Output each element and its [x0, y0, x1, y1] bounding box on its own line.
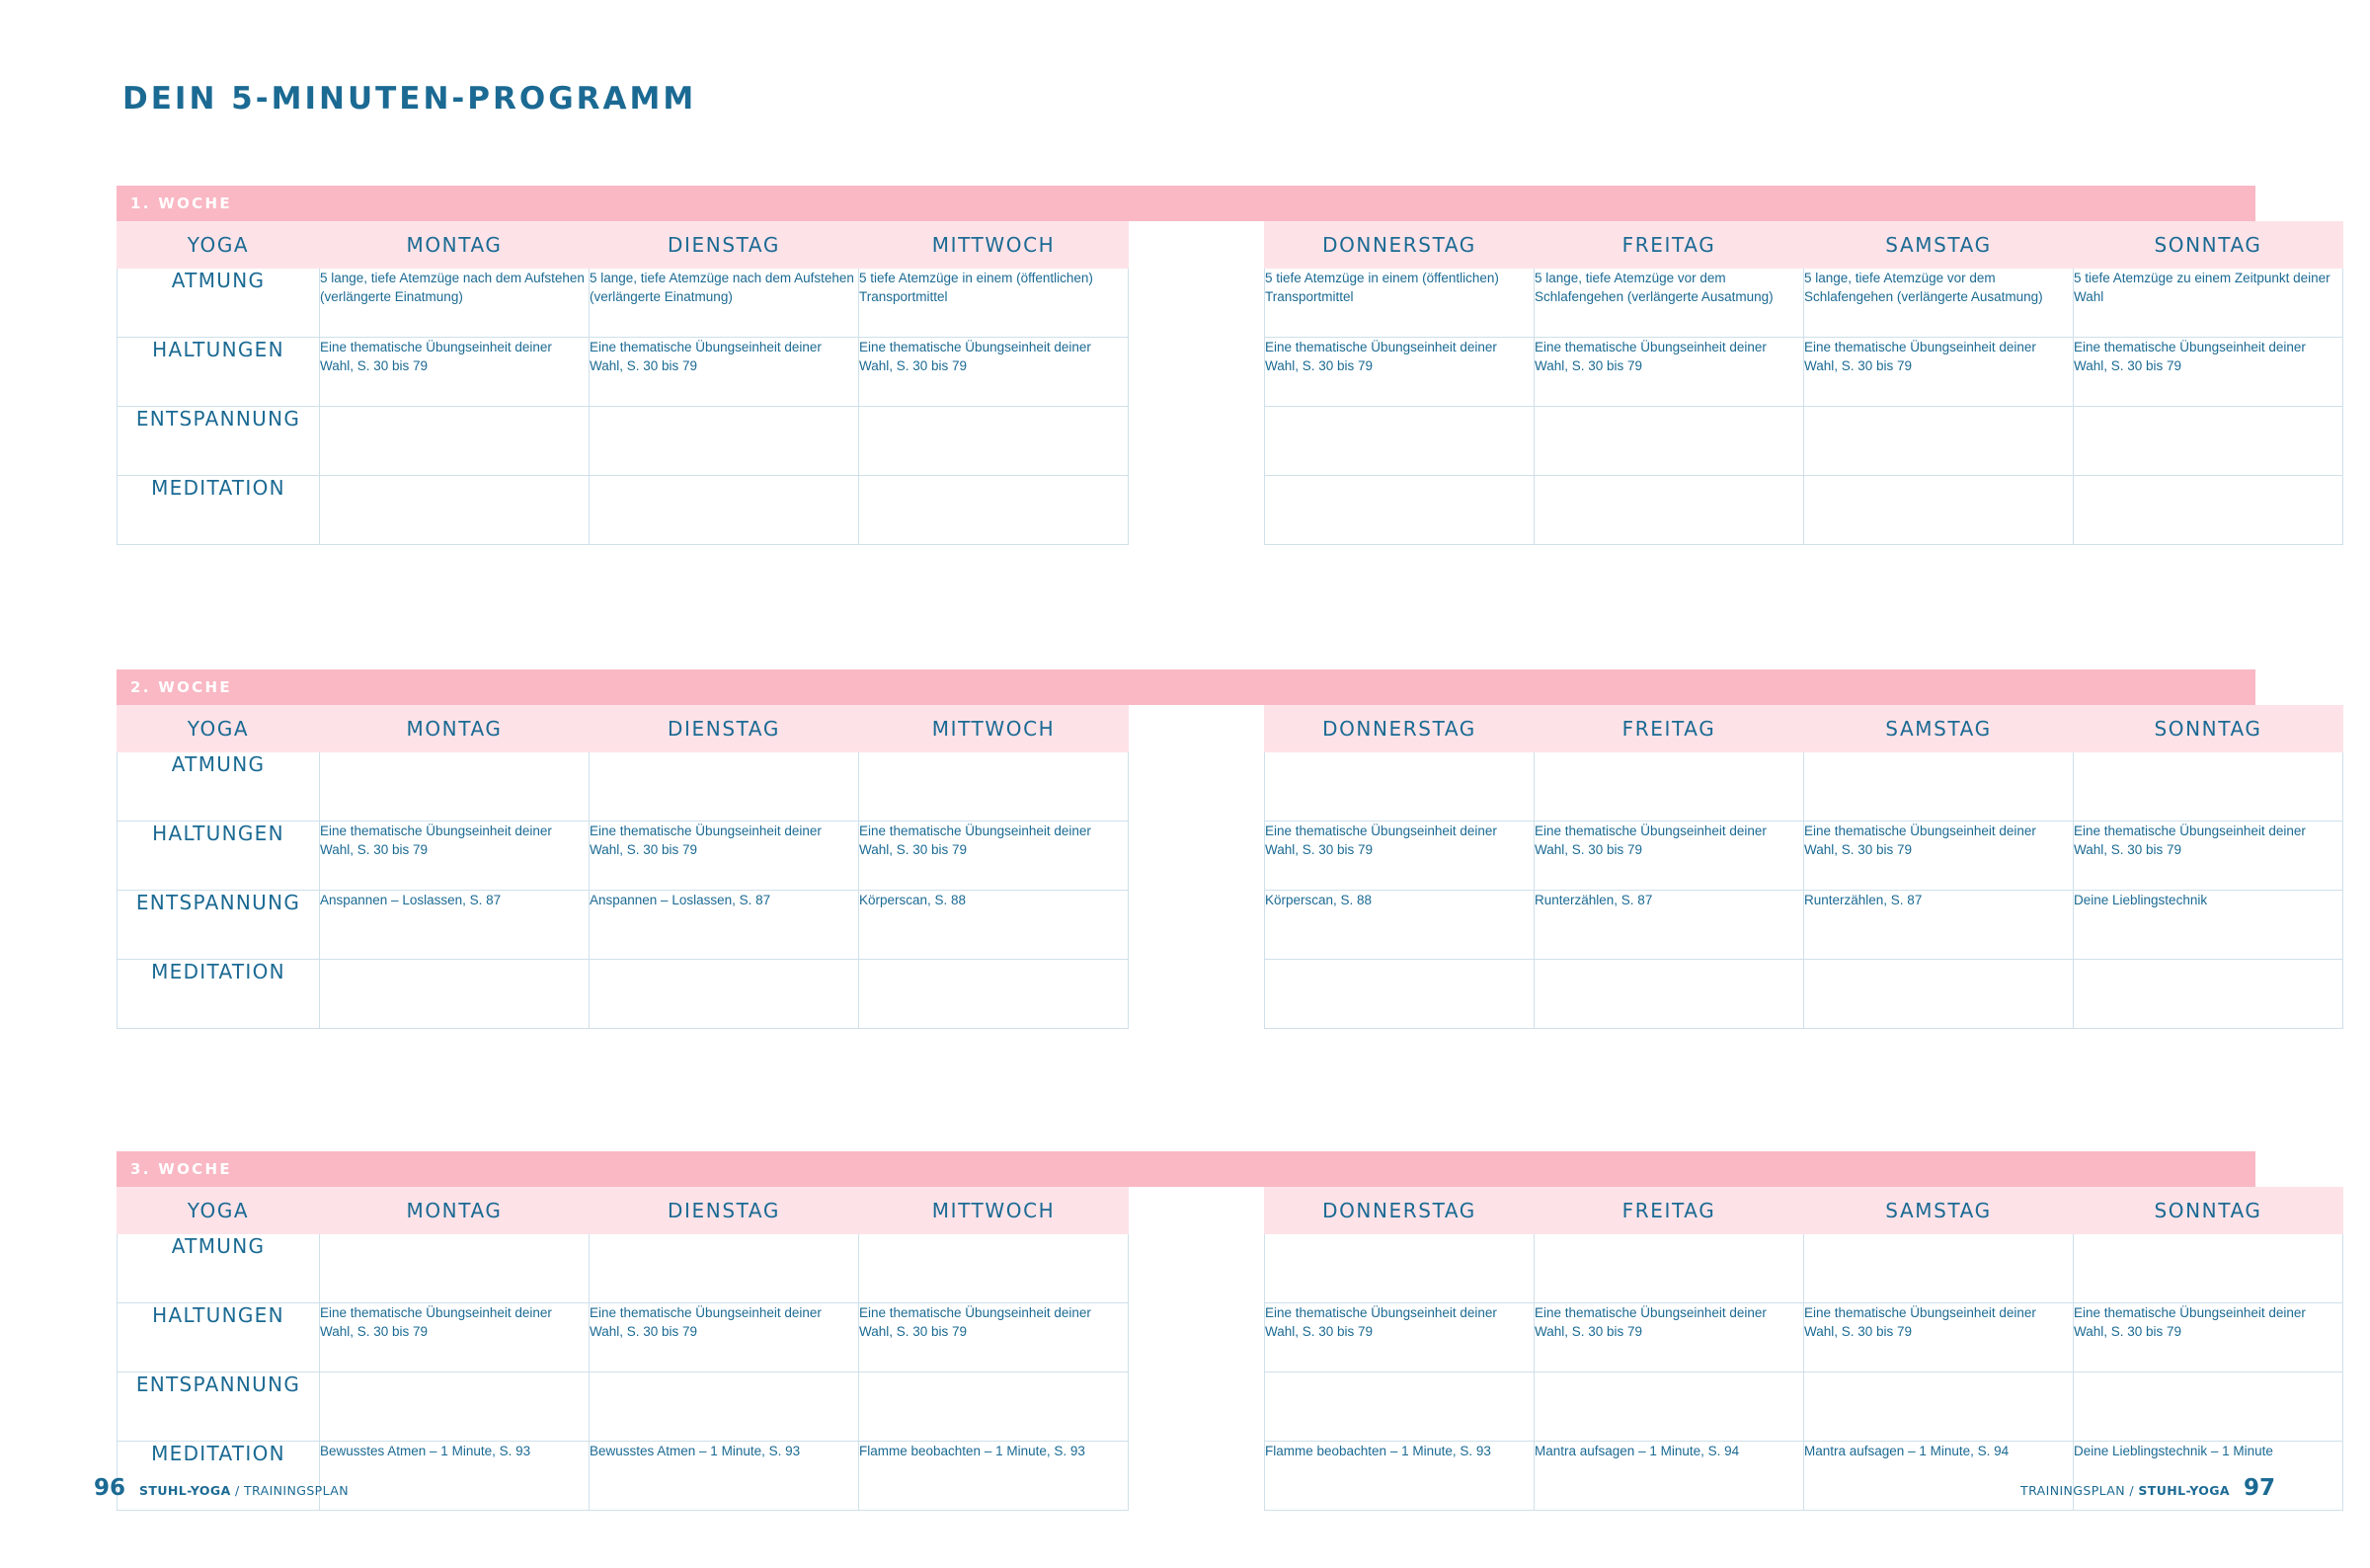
- row-label: MEDITATION: [118, 476, 320, 545]
- table-row: [118, 407, 2343, 476]
- schedule-cell[interactable]: Eine thematische Übungseinheit deiner Wahl, S. 30 bis 79: [1804, 822, 2074, 891]
- footer-left-bold: STUHL-YOGA: [139, 1483, 231, 1498]
- footer-left: [94, 1475, 349, 1501]
- schedule-cell[interactable]: Deine Lieblingstechnik: [2074, 891, 2343, 960]
- table-row: [118, 752, 2343, 822]
- schedule-cell[interactable]: [859, 960, 1129, 1029]
- table-header-row: [118, 706, 2343, 752]
- schedule-cell[interactable]: [1804, 1372, 2074, 1442]
- column-header: FREITAG: [1535, 222, 1804, 269]
- row-label: MEDITATION: [118, 1442, 320, 1511]
- schedule-cell[interactable]: [859, 407, 1129, 476]
- schedule-cell[interactable]: [1804, 960, 2074, 1029]
- schedule-cell[interactable]: [320, 407, 590, 476]
- schedule-cell[interactable]: 5 lange, tiefe Atemzüge nach dem Aufstehen (verlängerte Einatmung): [320, 269, 590, 338]
- week-table: [117, 705, 2343, 1029]
- table-row: [118, 338, 2343, 407]
- schedule-cell[interactable]: [1804, 476, 2074, 545]
- schedule-cell[interactable]: [320, 752, 590, 822]
- schedule-cell[interactable]: [2074, 752, 2343, 822]
- schedule-cell[interactable]: [1535, 752, 1804, 822]
- schedule-cell[interactable]: Eine thematische Übungseinheit deiner Wahl, S. 30 bis 79: [320, 822, 590, 891]
- column-header: DONNERSTAG: [1265, 222, 1535, 269]
- schedule-cell[interactable]: Flamme beobachten – 1 Minute, S. 93: [859, 1442, 1129, 1511]
- schedule-cell[interactable]: Bewusstes Atmen – 1 Minute, S. 93: [320, 1442, 590, 1511]
- schedule-cell[interactable]: Körperscan, S. 88: [1265, 891, 1535, 960]
- table-row: [118, 1372, 2343, 1442]
- row-label: HALTUNGEN: [118, 1303, 320, 1372]
- footer-right-bold: STUHL-YOGA: [2138, 1483, 2230, 1498]
- schedule-cell[interactable]: Eine thematische Übungseinheit deiner Wahl, S. 30 bis 79: [2074, 822, 2343, 891]
- schedule-cell[interactable]: [590, 1372, 859, 1442]
- schedule-cell[interactable]: [859, 476, 1129, 545]
- column-header: DIENSTAG: [590, 222, 859, 269]
- column-header: SAMSTAG: [1804, 706, 2074, 752]
- schedule-cell[interactable]: Deine Lieblingstechnik – 1 Minute: [2074, 1442, 2343, 1511]
- folio-left: 96: [94, 1475, 126, 1501]
- schedule-cell[interactable]: Eine thematische Übungseinheit deiner Wahl, S. 30 bis 79: [1804, 1303, 2074, 1372]
- footer-right-rest: TRAININGSPLAN /: [2020, 1483, 2139, 1498]
- spacer-cell: [1129, 752, 1265, 822]
- schedule-cell[interactable]: Körperscan, S. 88: [859, 891, 1129, 960]
- column-header: FREITAG: [1535, 1188, 1804, 1234]
- week-block: [117, 186, 2330, 545]
- week-label: 3. WOCHE: [130, 1160, 232, 1178]
- schedule-cell[interactable]: [1265, 1372, 1535, 1442]
- spacer-cell: [1129, 960, 1265, 1029]
- schedule-cell[interactable]: [320, 1234, 590, 1303]
- week-label: 2. WOCHE: [130, 678, 232, 696]
- spacer-cell: [1129, 822, 1265, 891]
- schedule-cell[interactable]: Eine thematische Übungseinheit deiner Wahl, S. 30 bis 79: [859, 1303, 1129, 1372]
- week-block: [117, 669, 2306, 1029]
- row-label: ATMUNG: [118, 269, 320, 338]
- schedule-cell[interactable]: Runterzählen, S. 87: [1535, 891, 1804, 960]
- table-row: [118, 891, 2343, 960]
- table-header-row: [118, 222, 2343, 269]
- schedule-cell[interactable]: [2074, 1372, 2343, 1442]
- column-header: MONTAG: [320, 222, 590, 269]
- schedule-cell[interactable]: [590, 476, 859, 545]
- week-table: [117, 221, 2343, 545]
- row-label: ATMUNG: [118, 752, 320, 822]
- spacer-cell: [1129, 1234, 1265, 1303]
- schedule-cell[interactable]: 5 tiefe Atemzüge in einem (öffentlichen) Transportmittel: [859, 269, 1129, 338]
- footer-text-left: [139, 1483, 349, 1498]
- table-row: [118, 1303, 2343, 1372]
- row-label: ENTSPANNUNG: [118, 891, 320, 960]
- column-header: SAMSTAG: [1804, 222, 2074, 269]
- schedule-cell[interactable]: Eine thematische Übungseinheit deiner Wahl, S. 30 bis 79: [320, 338, 590, 407]
- column-header: DONNERSTAG: [1265, 706, 1535, 752]
- schedule-cell[interactable]: Eine thematische Übungseinheit deiner Wahl, S. 30 bis 79: [859, 822, 1129, 891]
- row-label: HALTUNGEN: [118, 822, 320, 891]
- schedule-cell[interactable]: [1535, 1234, 1804, 1303]
- schedule-cell[interactable]: [2074, 960, 2343, 1029]
- schedule-cell[interactable]: [590, 1234, 859, 1303]
- spacer-cell: [1129, 338, 1265, 407]
- schedule-cell[interactable]: [2074, 1234, 2343, 1303]
- schedule-cell[interactable]: Mantra aufsagen – 1 Minute, S. 94: [1804, 1442, 2074, 1511]
- schedule-cell[interactable]: Eine thematische Übungseinheit deiner Wahl, S. 30 bis 79: [1265, 1303, 1535, 1372]
- spacer-cell: [1129, 1303, 1265, 1372]
- schedule-cell[interactable]: [1535, 407, 1804, 476]
- footer-right: [2020, 1475, 2275, 1501]
- schedule-cell[interactable]: Eine thematische Übungseinheit deiner Wahl, S. 30 bis 79: [2074, 338, 2343, 407]
- column-header: DONNERSTAG: [1265, 1188, 1535, 1234]
- column-header: FREITAG: [1535, 706, 1804, 752]
- schedule-cell[interactable]: [859, 752, 1129, 822]
- schedule-cell[interactable]: [859, 1234, 1129, 1303]
- column-header: MITTWOCH: [859, 222, 1129, 269]
- row-label: ATMUNG: [118, 1234, 320, 1303]
- row-label: MEDITATION: [118, 960, 320, 1029]
- schedule-cell[interactable]: Eine thematische Übungseinheit deiner Wahl, S. 30 bis 79: [1535, 338, 1804, 407]
- schedule-cell[interactable]: Flamme beobachten – 1 Minute, S. 93: [1265, 1442, 1535, 1511]
- schedule-cell[interactable]: [1265, 752, 1535, 822]
- schedule-cell[interactable]: [859, 1372, 1129, 1442]
- column-header: MITTWOCH: [859, 1188, 1129, 1234]
- row-label: ENTSPANNUNG: [118, 1372, 320, 1442]
- table-row: [118, 822, 2343, 891]
- schedule-cell[interactable]: Eine thematische Übungseinheit deiner Wahl, S. 30 bis 79: [859, 338, 1129, 407]
- schedule-cell[interactable]: Eine thematische Übungseinheit deiner Wahl, S. 30 bis 79: [1535, 1303, 1804, 1372]
- schedule-cell[interactable]: 5 tiefe Atemzüge in einem (öffentlichen) Transportmittel: [1265, 269, 1535, 338]
- schedule-cell[interactable]: [2074, 407, 2343, 476]
- table-row: [118, 269, 2343, 338]
- spacer-cell: [1129, 1372, 1265, 1442]
- schedule-cell[interactable]: [1804, 752, 2074, 822]
- row-label: HALTUNGEN: [118, 338, 320, 407]
- week-table: [117, 1187, 2343, 1511]
- column-header: SONNTAG: [2074, 222, 2343, 269]
- folio-right: 97: [2243, 1475, 2275, 1501]
- week-header: [117, 186, 2255, 221]
- column-header: SONNTAG: [2074, 706, 2343, 752]
- footer-left-rest: / TRAININGSPLAN: [230, 1483, 349, 1498]
- schedule-cell[interactable]: 5 lange, tiefe Atemzüge vor dem Schlafengehen (verlängerte Ausatmung): [1535, 269, 1804, 338]
- column-header: DIENSTAG: [590, 1188, 859, 1234]
- schedule-cell[interactable]: [320, 1372, 590, 1442]
- spacer-cell: [1129, 407, 1265, 476]
- table-header-row: [118, 1188, 2343, 1234]
- schedule-cell[interactable]: [320, 476, 590, 545]
- schedule-cell[interactable]: 5 lange, tiefe Atemzüge vor dem Schlafengehen (verlängerte Ausatmung): [1804, 269, 2074, 338]
- schedule-cell[interactable]: [1265, 407, 1535, 476]
- column-header: DIENSTAG: [590, 706, 859, 752]
- schedule-cell[interactable]: Bewusstes Atmen – 1 Minute, S. 93: [590, 1442, 859, 1511]
- schedule-cell[interactable]: [590, 407, 859, 476]
- column-header: SONNTAG: [2074, 1188, 2343, 1234]
- schedule-cell[interactable]: Eine thematische Übungseinheit deiner Wahl, S. 30 bis 79: [1265, 338, 1535, 407]
- schedule-cell[interactable]: [320, 960, 590, 1029]
- schedule-cell[interactable]: Eine thematische Übungseinheit deiner Wahl, S. 30 bis 79: [1804, 338, 2074, 407]
- table-row: [118, 1234, 2343, 1303]
- schedule-cell[interactable]: Eine thematische Übungseinheit deiner Wahl, S. 30 bis 79: [320, 1303, 590, 1372]
- spacer-cell: [1129, 269, 1265, 338]
- column-header: MONTAG: [320, 706, 590, 752]
- schedule-cell[interactable]: [590, 752, 859, 822]
- row-label: ENTSPANNUNG: [118, 407, 320, 476]
- schedule-cell[interactable]: [590, 960, 859, 1029]
- column-header: YOGA: [118, 1188, 320, 1234]
- schedule-cell[interactable]: [1535, 1372, 1804, 1442]
- schedule-cell[interactable]: Mantra aufsagen – 1 Minute, S. 94: [1535, 1442, 1804, 1511]
- schedule-cell[interactable]: Eine thematische Übungseinheit deiner Wahl, S. 30 bis 79: [1265, 822, 1535, 891]
- schedule-cell[interactable]: 5 lange, tiefe Atemzüge nach dem Aufstehen (verlängerte Einatmung): [590, 269, 859, 338]
- schedule-cell[interactable]: Runterzählen, S. 87: [1804, 891, 2074, 960]
- column-header: YOGA: [118, 222, 320, 269]
- column-header: YOGA: [118, 706, 320, 752]
- spacer-cell: [1129, 476, 1265, 545]
- schedule-cell[interactable]: Eine thematische Übungseinheit deiner Wahl, S. 30 bis 79: [2074, 1303, 2343, 1372]
- header-gap: [1129, 1188, 1265, 1234]
- week-label: 1. WOCHE: [130, 195, 232, 212]
- schedule-cell[interactable]: Anspannen – Loslassen, S. 87: [320, 891, 590, 960]
- schedule-cell[interactable]: 5 tiefe Atemzüge zu einem Zeitpunkt deiner Wahl: [2074, 269, 2343, 338]
- column-header: SAMSTAG: [1804, 1188, 2074, 1234]
- schedule-cell[interactable]: [1804, 1234, 2074, 1303]
- schedule-cell[interactable]: [1265, 960, 1535, 1029]
- schedule-cell[interactable]: Eine thematische Übungseinheit deiner Wahl, S. 30 bis 79: [590, 338, 859, 407]
- table-row: [118, 960, 2343, 1029]
- schedule-cell[interactable]: [1535, 960, 1804, 1029]
- header-gap: [1129, 222, 1265, 269]
- schedule-cell[interactable]: Eine thematische Übungseinheit deiner Wahl, S. 30 bis 79: [1535, 822, 1804, 891]
- column-header: MITTWOCH: [859, 706, 1129, 752]
- schedule-cell[interactable]: [1535, 476, 1804, 545]
- schedule-cell[interactable]: [2074, 476, 2343, 545]
- column-header: MONTAG: [320, 1188, 590, 1234]
- page-title: DEIN 5-MINUTEN-PROGRAMM: [122, 81, 697, 117]
- schedule-cell[interactable]: Eine thematische Übungseinheit deiner Wahl, S. 30 bis 79: [590, 1303, 859, 1372]
- table-row: [118, 476, 2343, 545]
- header-gap: [1129, 706, 1265, 752]
- schedule-cell[interactable]: [1265, 1234, 1535, 1303]
- spacer-cell: [1129, 891, 1265, 960]
- schedule-cell[interactable]: Anspannen – Loslassen, S. 87: [590, 891, 859, 960]
- schedule-cell[interactable]: [1265, 476, 1535, 545]
- week-header: [117, 1151, 2255, 1187]
- week-header: [117, 669, 2255, 705]
- schedule-cell[interactable]: [1804, 407, 2074, 476]
- page-footer: [0, 1475, 2370, 1503]
- footer-text-right: [2020, 1483, 2230, 1498]
- schedule-cell[interactable]: Eine thematische Übungseinheit deiner Wahl, S. 30 bis 79: [590, 822, 859, 891]
